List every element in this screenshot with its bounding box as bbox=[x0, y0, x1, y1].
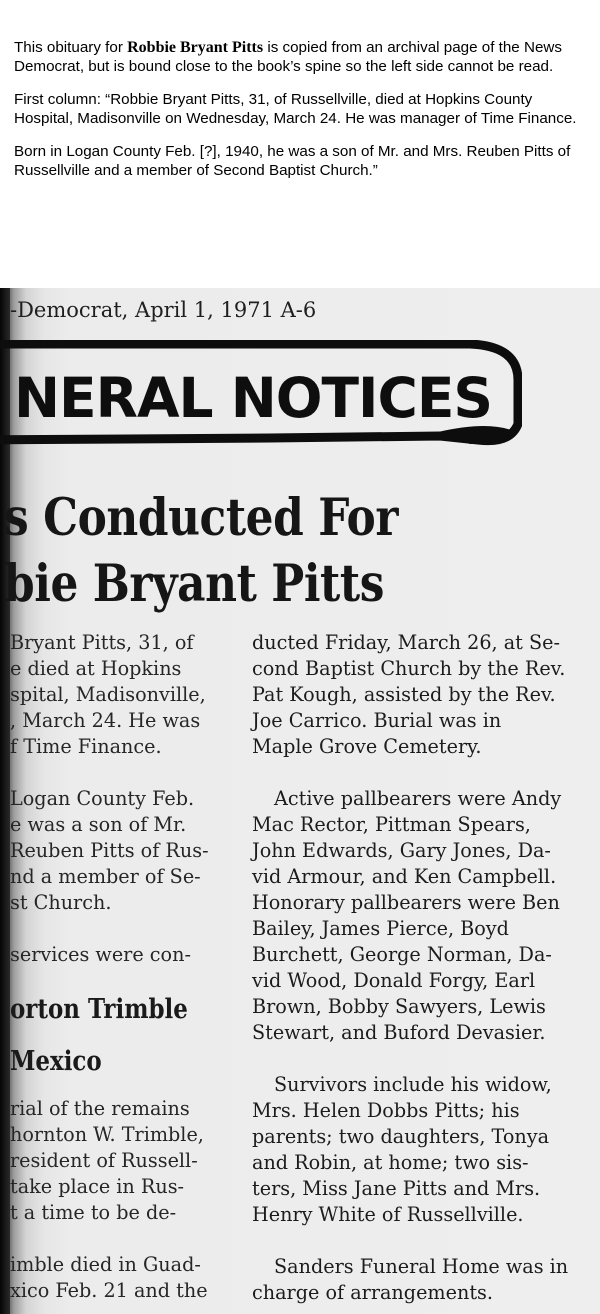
text-line: Pat Kough, assisted by the Rev. bbox=[252, 683, 556, 706]
text-line: nd a member of Se- bbox=[10, 865, 201, 888]
right-column bbox=[252, 630, 582, 1306]
text-line: resident of Russell- bbox=[10, 1149, 198, 1172]
intro-paragraph-3: Born in Logan County Feb. [?], 1940, he was a son of Mr. and Mrs. Reuben Pitts of Russellville and a member of Second Baptist Church.” bbox=[14, 142, 571, 180]
text-line: spital, Madisonville, bbox=[10, 683, 206, 706]
subheadline-2: Mexico bbox=[10, 1046, 102, 1077]
intro-paragraph-2: First column: “Robbie Bryant Pitts, 31, of Russellville, died at Hopkins County Hospital, Madisonville on Wednesday, March 24. He was manager of Time Finance. bbox=[14, 90, 577, 128]
intro-paragraph-1 bbox=[14, 38, 589, 77]
text-line: parents; two daughters, Tonya bbox=[252, 1125, 550, 1148]
headline-line-2: bie Bryant Pitts bbox=[4, 554, 384, 614]
text-line: e died at Hopkins bbox=[10, 657, 182, 680]
left-column bbox=[10, 630, 220, 1304]
text-line: Mac Rector, Pittman Spears, bbox=[252, 813, 531, 836]
text-line: imble died in Guad- bbox=[10, 1253, 201, 1276]
text-line: st Church. bbox=[10, 891, 112, 914]
text-line: Mrs. Helen Dobbs Pitts; his bbox=[252, 1099, 520, 1122]
text-line: cond Baptist Church by the Rev. bbox=[252, 657, 566, 680]
text-line: take place in Rus- bbox=[10, 1175, 185, 1198]
text-line: Bailey, James Pierce, Boyd bbox=[252, 917, 509, 940]
dateline: -Democrat, April 1, 1971 A-6 bbox=[10, 298, 317, 322]
text-line: Active pallbearers were Andy bbox=[274, 787, 562, 810]
intro-text: is copied from an archival page of the News Democrat, but is bound close to the book’s spine so the left side cannot be read. bbox=[14, 39, 562, 76]
intro-text: This obituary for bbox=[14, 39, 128, 56]
text-line: e was a son of Mr. bbox=[10, 813, 187, 836]
text-line: xico Feb. 21 and the bbox=[10, 1279, 208, 1302]
text-line: t a time to be de- bbox=[10, 1201, 177, 1224]
text-line: hornton W. Trimble, bbox=[10, 1123, 204, 1146]
text-line: Maple Grove Cemetery. bbox=[252, 735, 482, 758]
text-line: charge of arrangements. bbox=[252, 1281, 493, 1304]
text-line: ducted Friday, March 26, at Se- bbox=[252, 631, 560, 654]
text-line: John Edwards, Gary Jones, Da- bbox=[252, 839, 551, 862]
text-line: Bryant Pitts, 31, of bbox=[10, 631, 194, 654]
text-line: Brown, Bobby Sawyers, Lewis bbox=[252, 995, 546, 1018]
text-line: f Time Finance. bbox=[10, 735, 162, 758]
text-line: Honorary pallbearers were Ben bbox=[252, 891, 560, 914]
text-line: Reuben Pitts of Rus- bbox=[10, 839, 209, 862]
text-line: rial of the remains bbox=[10, 1097, 190, 1120]
banner-title: NERAL NOTICES bbox=[14, 366, 493, 430]
text-line: Survivors include his widow, bbox=[274, 1073, 552, 1096]
newspaper-clipping bbox=[0, 288, 600, 1314]
text-line: Logan County Feb. bbox=[10, 787, 195, 810]
text-line: services were con- bbox=[10, 943, 191, 966]
text-line: Henry White of Russellville. bbox=[252, 1203, 524, 1226]
text-line: , March 24. He was bbox=[10, 709, 201, 732]
text-line: vid Armour, and Ken Campbell. bbox=[252, 865, 557, 888]
text-line: ters, Miss Jane Pitts and Mrs. bbox=[252, 1177, 541, 1200]
headline-line-1: s Conducted For bbox=[4, 488, 399, 548]
transcription-note bbox=[14, 38, 589, 193]
text-line: Burchett, George Norman, Da- bbox=[252, 943, 552, 966]
text-line: and Robin, at home; two sis- bbox=[252, 1151, 529, 1174]
text-line: Sanders Funeral Home was in bbox=[274, 1255, 569, 1278]
deceased-name: Robbie Bryant Pitts bbox=[127, 39, 264, 56]
text-line: vid Wood, Donald Forgy, Earl bbox=[252, 969, 536, 992]
text-line: Joe Carrico. Burial was in bbox=[252, 709, 502, 732]
subheadline-1: orton Trimble bbox=[10, 994, 188, 1025]
text-line: Stewart, and Buford Devasier. bbox=[252, 1021, 546, 1044]
